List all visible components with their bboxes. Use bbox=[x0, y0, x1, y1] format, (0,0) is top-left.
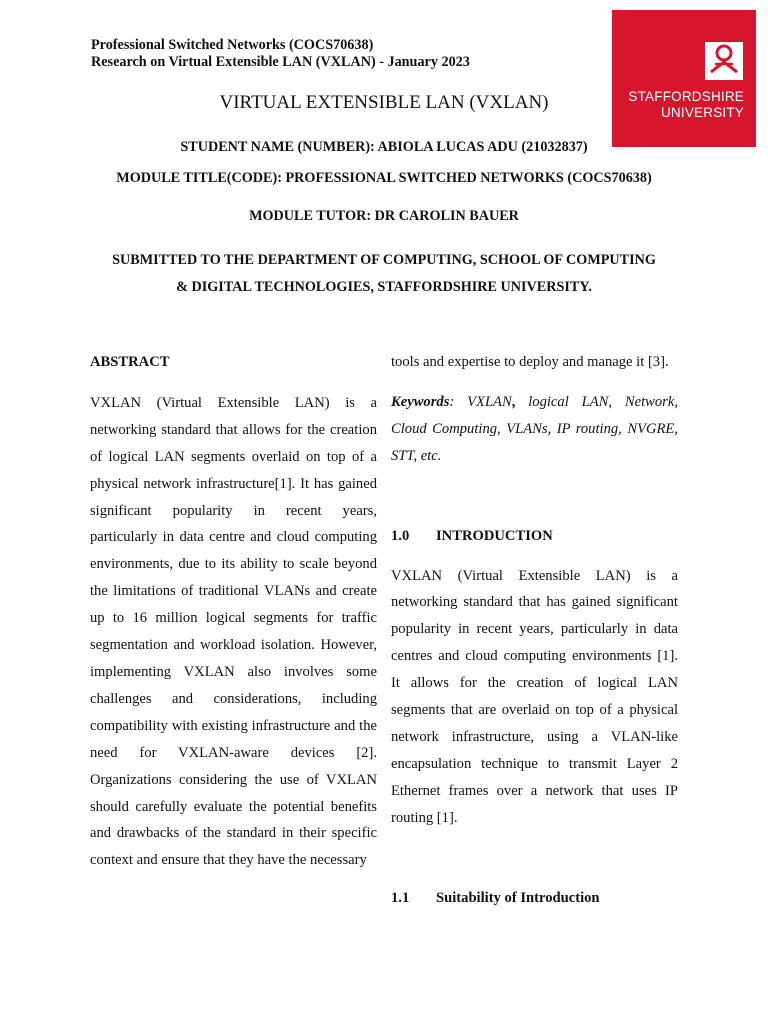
introduction-heading bbox=[391, 523, 678, 550]
abstract-body: VXLAN (Virtual Extensible LAN) is a networking standard that allows for the creation of logical LAN segments overlaid on top of a physical network infrastructure[1]. It has gained significant popularity in recent years, particularly in data centre and cloud computing environments, due to its ability to scale beyond the limitations of traditional VLANs and create up to 16 million logical segments for traffic segmentation and workload isolation. However, implementing VXLAN also involves some challenges and considerations, including compatibility with existing infrastructure and the need for VXLAN-aware devices [2]. Organizations considering the use of VXLAN should carefully evaluate the potential benefits and drawbacks of the standard in their specific context and ensure that they have the necessary bbox=[90, 394, 377, 869]
keywords-label: Keywords bbox=[391, 393, 450, 410]
logo-wordmark-line1: STAFFORDSHIRE bbox=[628, 89, 744, 104]
abstract-heading: ABSTRACT bbox=[90, 354, 170, 370]
header-research-title: Research on Virtual Extensible LAN (VXLAN) - January 2023 bbox=[91, 54, 470, 70]
submission-statement bbox=[82, 247, 686, 301]
submission-line-1: SUBMITTED TO THE DEPARTMENT OF COMPUTING, SCHOOL OF COMPUTING bbox=[112, 252, 656, 268]
section-number: 1.1 bbox=[391, 889, 410, 906]
university-crest-icon bbox=[705, 42, 743, 80]
suitability-heading bbox=[391, 885, 678, 912]
keywords-list: logical LAN, Network, Cloud Computing, VLANs, IP routing, NVGRE, STT, etc. bbox=[391, 393, 678, 464]
section-number: 1.0 bbox=[391, 527, 410, 544]
right-column bbox=[391, 349, 678, 912]
student-name: STUDENT NAME (NUMBER): ABIOLA LUCAS ADU (21032837) bbox=[180, 139, 588, 155]
section-title: Suitability of Introduction bbox=[436, 889, 600, 906]
introduction-body: VXLAN (Virtual Extensible LAN) is a networking standard that has gained significant popularity in recent years, particularly in data centres and cloud computing environments [1]. It allows for the creation of logical LAN segments that are overlaid on top of a physical network infrastructure, using a VLAN-like encapsulation technique to transmit Layer 2 Ethernet frames over a network that uses IP routing [1]. bbox=[391, 567, 678, 826]
section-title: INTRODUCTION bbox=[436, 527, 553, 544]
abstract-continued: tools and expertise to deploy and manage it [3]. bbox=[391, 354, 669, 370]
module-tutor: MODULE TUTOR: DR CAROLIN BAUER bbox=[249, 208, 519, 224]
document-title: VIRTUAL EXTENSIBLE LAN (VXLAN) bbox=[219, 92, 549, 113]
keyword-first: VXLAN bbox=[467, 393, 512, 410]
module-title: MODULE TITLE(CODE): PROFESSIONAL SWITCHED NETWORKS (COCS70638) bbox=[116, 170, 652, 186]
university-logo bbox=[612, 10, 756, 147]
submission-line-2: & DIGITAL TECHNOLOGIES, STAFFORDSHIRE UNIVERSITY. bbox=[176, 279, 592, 295]
keywords: Keywords: VXLAN, logical LAN, Network, Cloud Computing, VLANs, IP routing, NVGRE, STT, etc. bbox=[391, 393, 678, 464]
left-column bbox=[90, 349, 377, 874]
header-course: Professional Switched Networks (COCS70638) bbox=[91, 37, 374, 53]
document-header bbox=[91, 37, 470, 71]
logo-wordmark-line2: UNIVERSITY bbox=[660, 105, 744, 120]
